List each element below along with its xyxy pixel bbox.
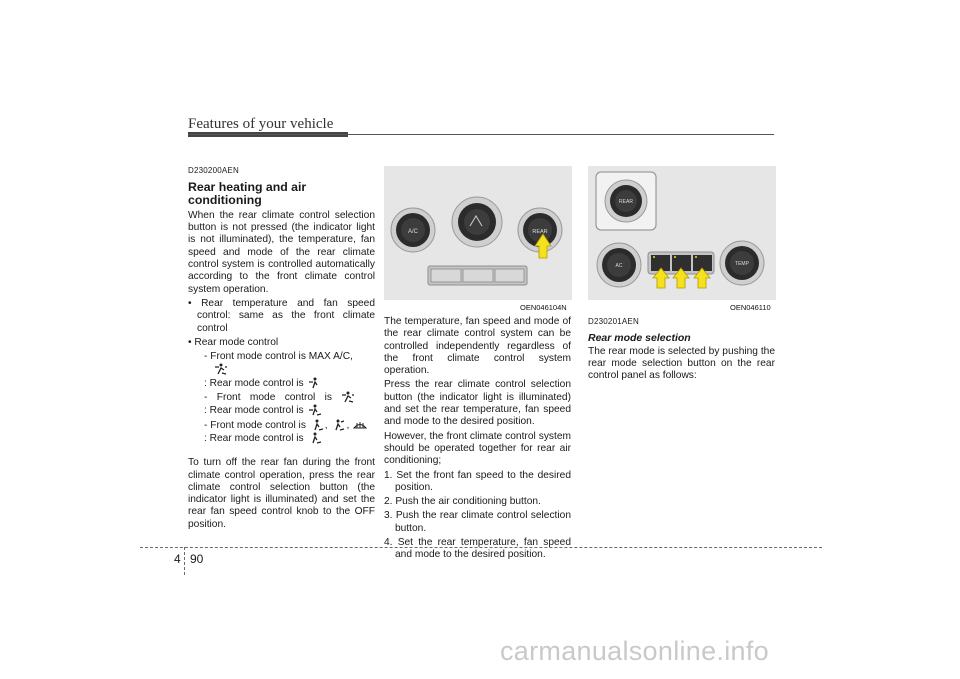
mode-bilevel-icon — [341, 391, 355, 403]
separator-comma: , — [324, 419, 328, 431]
rear-knob-fan — [597, 243, 641, 287]
section-code: D230200AEN — [188, 166, 239, 175]
mode-rule-3-front: - Front mode control is — [204, 419, 306, 431]
header-rule — [188, 134, 774, 135]
mode-rule-3-rear — [188, 432, 375, 445]
figure-label-front: OEN046104N — [520, 303, 567, 312]
rear-mode-paragraph: The rear mode is selected by pushing the rear mode selection button on the rear control panel as follows: — [588, 345, 775, 382]
left-column — [188, 165, 375, 533]
watermark: carmanualsonline.info — [500, 636, 769, 666]
inset-knob-rear — [605, 180, 647, 222]
knob-rear-label: REAR — [532, 229, 548, 235]
footer-rule — [140, 547, 822, 548]
mode-floor-icon — [310, 419, 324, 431]
step-4: 4. Set the rear temperature, fan speed and mode to the desired position. — [384, 537, 571, 561]
separator-comma: , — [346, 419, 350, 431]
middle-paragraph-1: The temperature, fan speed and mode of the rear climate control system can be controlled independently regardless of the front climate control system operation. — [384, 316, 571, 377]
chapter-number: 4 — [174, 552, 181, 566]
defrost-icon — [353, 419, 367, 431]
mode-rule-2-rear-text: : Rear mode control is — [204, 405, 304, 417]
mode-floor-icon — [308, 432, 322, 444]
rear-climate-panel-figure — [588, 166, 776, 300]
mode-face-icon — [308, 377, 322, 389]
page-header-title: Features of your vehicle — [188, 116, 334, 132]
mode-rule-1-rear — [188, 377, 375, 390]
mode-rule-1-rear-text: : Rear mode control is — [204, 377, 304, 389]
section-code-rear-mode: D230201AEN — [588, 317, 639, 326]
mode-floor-icon — [308, 404, 322, 416]
mode-bilevel-icon — [214, 363, 228, 375]
rear-mode-heading: Rear mode selection — [588, 332, 691, 345]
step-2: 2. Push the air conditioning button. — [384, 496, 541, 508]
figure-label-rear: OEN046110 — [730, 303, 771, 312]
knob-ac — [391, 208, 435, 252]
button-strip — [428, 266, 527, 285]
step-3: 3. Push the rear climate control selection button. — [384, 510, 571, 534]
knob-ac-label: A/C — [407, 229, 419, 235]
rear-knob-fan-label: AC — [615, 263, 623, 269]
mode-rule-1-front: - Front mode control is MAX A/C, — [204, 351, 353, 363]
mode-rule-2-front: - Front mode control is — [204, 392, 332, 404]
intro-paragraph: When the rear climate control selection button is not pressed (the indicator light is not illuminated), the temperature, fan speed and mode of the rear climate control system is controlled automatically according to the front climate control system operation. — [188, 209, 375, 295]
front-climate-panel-figure — [384, 166, 572, 300]
knob-mode — [452, 197, 502, 247]
inset-knob-label: REAR — [619, 199, 633, 205]
mode-rule-2 — [188, 391, 375, 404]
mode-rule-1 — [188, 351, 375, 377]
turnoff-paragraph: To turn off the rear fan during the front climate control operation, press the rear climate control selection button (the indicator light is illuminated) and set the rear fan speed control knob to the OFF position. — [188, 457, 375, 530]
middle-paragraph-3: However, the front climate control system should be operated together for rear air conditioning; — [384, 430, 571, 467]
rear-knob-temp-label: TEMP — [735, 261, 749, 267]
mode-rule-2-rear — [188, 404, 375, 417]
rear-knob-temp — [720, 241, 764, 285]
mode-rule-3-rear-text: : Rear mode control is — [204, 432, 304, 444]
middle-paragraph-2: Press the rear climate control selection button (the indicator light is illuminated) and set the rear temperature, fan speed and mode to the desired position. — [384, 379, 571, 428]
right-column — [588, 316, 775, 384]
bullet-temp-fan: • Rear temperature and fan speed control: same as the front climate control — [188, 297, 375, 334]
step-1: 1. Set the front fan speed to the desired position. — [384, 469, 571, 493]
page-number: 90 — [190, 552, 204, 566]
mode-rule-3 — [188, 419, 375, 432]
section-heading: Rear heating and air conditioning — [188, 180, 307, 207]
middle-column — [384, 316, 571, 564]
footer-divider — [184, 547, 185, 575]
mode-floor-defrost-icon — [331, 419, 345, 431]
bullet-rear-mode: • Rear mode control — [188, 336, 279, 348]
